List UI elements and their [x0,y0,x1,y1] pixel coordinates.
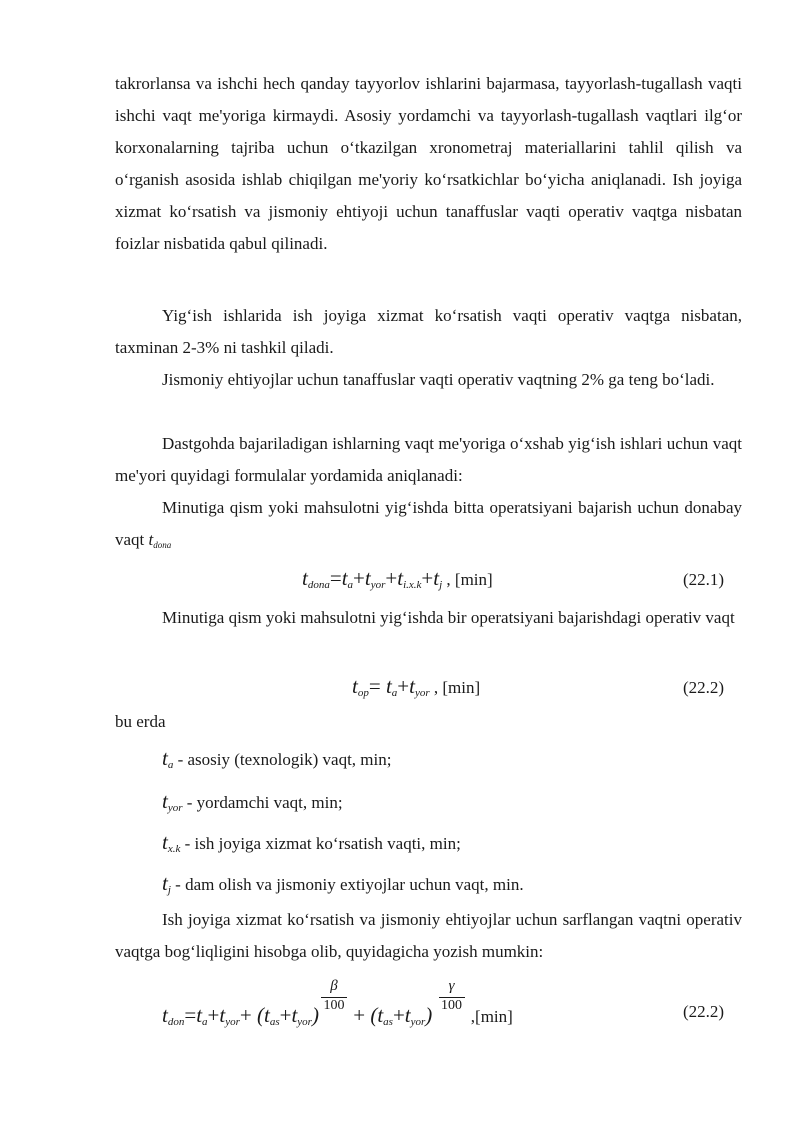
symbol-t: t [162,746,168,770]
symbol-t: t [302,566,308,590]
symbol-subscript: a [347,579,354,591]
formula-piece-time-percent [162,978,513,1028]
symbol-t: t [364,566,371,590]
symbol-t: t [397,566,404,590]
paragraph-text: Ish joyiga xizmat ko‘rsatish va jismoniy ehtiyojlar uchun sarflangan vaqtni operativ vaqtga bog‘liqligini hisobga olib, quyidagicha yozish mumkin: [115,910,742,961]
symbol-subscript: a [391,687,398,699]
equation-number: (22.2) [683,678,725,697]
paragraph-preparation-time [115,68,742,260]
definition-text: - ish joyiga xizmat ko‘rsatish vaqti, min; [180,834,461,853]
symbol-t: t [162,830,168,854]
symbol-subscript: yor [370,579,386,591]
symbol-subscript: a [202,1016,208,1028]
symbol-t: t [385,674,392,698]
symbol-t: t [433,566,440,590]
symbol-subscript: as [269,1016,280,1028]
definition-text: - yordamchi vaqt, min; [182,793,343,812]
symbol-subscript: dona [153,540,172,550]
paragraph-piece-time [115,492,742,561]
symbol-t: t [352,674,358,698]
symbol-t: t [148,530,154,549]
paragraph-text: takrorlansa va ishchi hech qanday tayyorlov ishlarini bajarmasa, tayyorlash-tugallash vaqti ishchi vaqt me'yoriga kirmaydi. Asosiy yordamchi va tayyorlash-tugallash vaqtlari ilg‘or korxonalarning tajriba uchun o‘tkazilgan xronometraj materiallarini tahlil qilish va o‘rganish asosida ishlab chiqilgan me'yoriy ko‘rsatkichlar bo‘yicha aniqlanadi. Ish joyiga xizmat ko‘rsatish va jismoniy ehtiyoji uchun tanaffuslar vaqti operativ vaqtga nisbatan foizlar nisbatida qabul qilinadi. [115,74,742,253]
symbol-subscript: j [439,579,443,591]
unit-label: , [min] [429,678,481,697]
left-paren: ( [370,1003,378,1027]
symbol-subscript: dona [307,579,330,591]
plus-sign: + [353,1003,371,1027]
symbol-t: t [219,1003,226,1027]
definition-item [162,830,461,855]
symbol-t: t [409,674,415,698]
paragraph-text: Minutiga qism yoki mahsulotni yig‘ishda bir operatsiyani bajarishdagi operativ vaqt [162,608,735,627]
symbol-t: t [404,1003,411,1027]
definition-text: - dam olish va jismoniy extiyojlar uchun vaqt, min. [170,875,524,894]
plus-sign: + [385,566,398,590]
symbol-t: t [263,1003,270,1027]
symbol-subscript: as [383,1016,393,1028]
symbol-t: t [291,1003,298,1027]
symbol-t: t [377,1003,384,1027]
symbol-t: t [341,566,348,590]
right-paren: ) [311,1003,319,1027]
fraction-denominator: 100 [323,998,345,1013]
symbol-subscript: yor [297,1016,312,1028]
symbol-subscript: yor [414,687,430,699]
plus-sign: + [397,674,410,698]
unit-label: ,[min] [466,1007,513,1026]
plus-sign: + [279,1003,292,1027]
symbol-subscript: yor [167,802,183,814]
equals-sign: = [329,566,342,590]
plus-sign: + [207,1003,220,1027]
symbol-subscript: i.x.k [403,579,422,591]
symbol-subscript: don [167,1016,185,1028]
fraction-numerator: β [330,978,338,994]
symbol-subscript: j [167,884,171,896]
symbol-subscript: yor [225,1016,240,1028]
paragraph-text: Dastgohda bajariladigan ishlarning vaqt me'yoriga o‘xshab yig‘ish ishlari uchun vaqt me'yori quyidagi formulalar yordamida aniqlanadi: [115,434,742,485]
fraction-beta [319,978,349,1018]
unit-label: , [min] [442,570,493,589]
paragraph-time-norm [115,428,742,492]
definition-item [162,871,524,896]
paragraph-operative-time [115,602,742,634]
symbol-t: t [196,1003,203,1027]
symbol-subscript: a [167,759,174,771]
paragraph-dependency [115,904,742,968]
paragraph-text: Minutiga qism yoki mahsulotni yig‘ishda bitta operatsiyani bajarish uchun donabay vaqt [115,498,742,549]
definition-item [162,789,343,814]
plus-sign: + [392,1003,405,1027]
paragraph-text: Jismoniy ehtiyojlar uchun tanaffuslar vaqti operativ vaqtning 2% ga teng bo‘ladi. [162,370,715,389]
paragraph-service-time [115,300,742,364]
plus-sign: + [239,1003,257,1027]
definition-item [162,746,391,771]
fraction-numerator: γ [448,978,455,994]
equation-number: (22.1) [683,570,725,589]
symbol-subscript: yor [410,1016,426,1028]
plus-sign: + [353,566,365,590]
fraction-gamma [437,978,467,1018]
fraction-denominator: 100 [441,998,463,1013]
plus-sign: + [421,566,434,590]
equals-sign: = [184,1003,197,1027]
symbol-t: t [162,1003,168,1027]
right-paren: ) [425,1003,433,1027]
equation-number: (22.2) [683,1002,725,1021]
symbol-t: t [162,871,168,895]
paragraph-text: Yig‘ish ishlarida ish joyiga xizmat ko‘rsatish vaqti operativ vaqtga nisbatan, taxminan 2-3% ni tashkil qiladi. [115,306,742,357]
paragraph-physical-needs [115,364,742,396]
symbol-subscript: op [357,687,369,699]
definition-text: - asosiy (texnologik) vaqt, min; [173,750,392,769]
left-paren: ( [256,1003,264,1027]
symbol-t: t [162,789,168,813]
symbol-subscript: x.k [167,843,181,855]
paragraph-text: bu erda [115,712,166,731]
equals-sign: = [368,674,386,698]
paragraph-where [115,706,742,738]
formula-operative-time [352,674,480,699]
formula-piece-time [302,566,493,591]
